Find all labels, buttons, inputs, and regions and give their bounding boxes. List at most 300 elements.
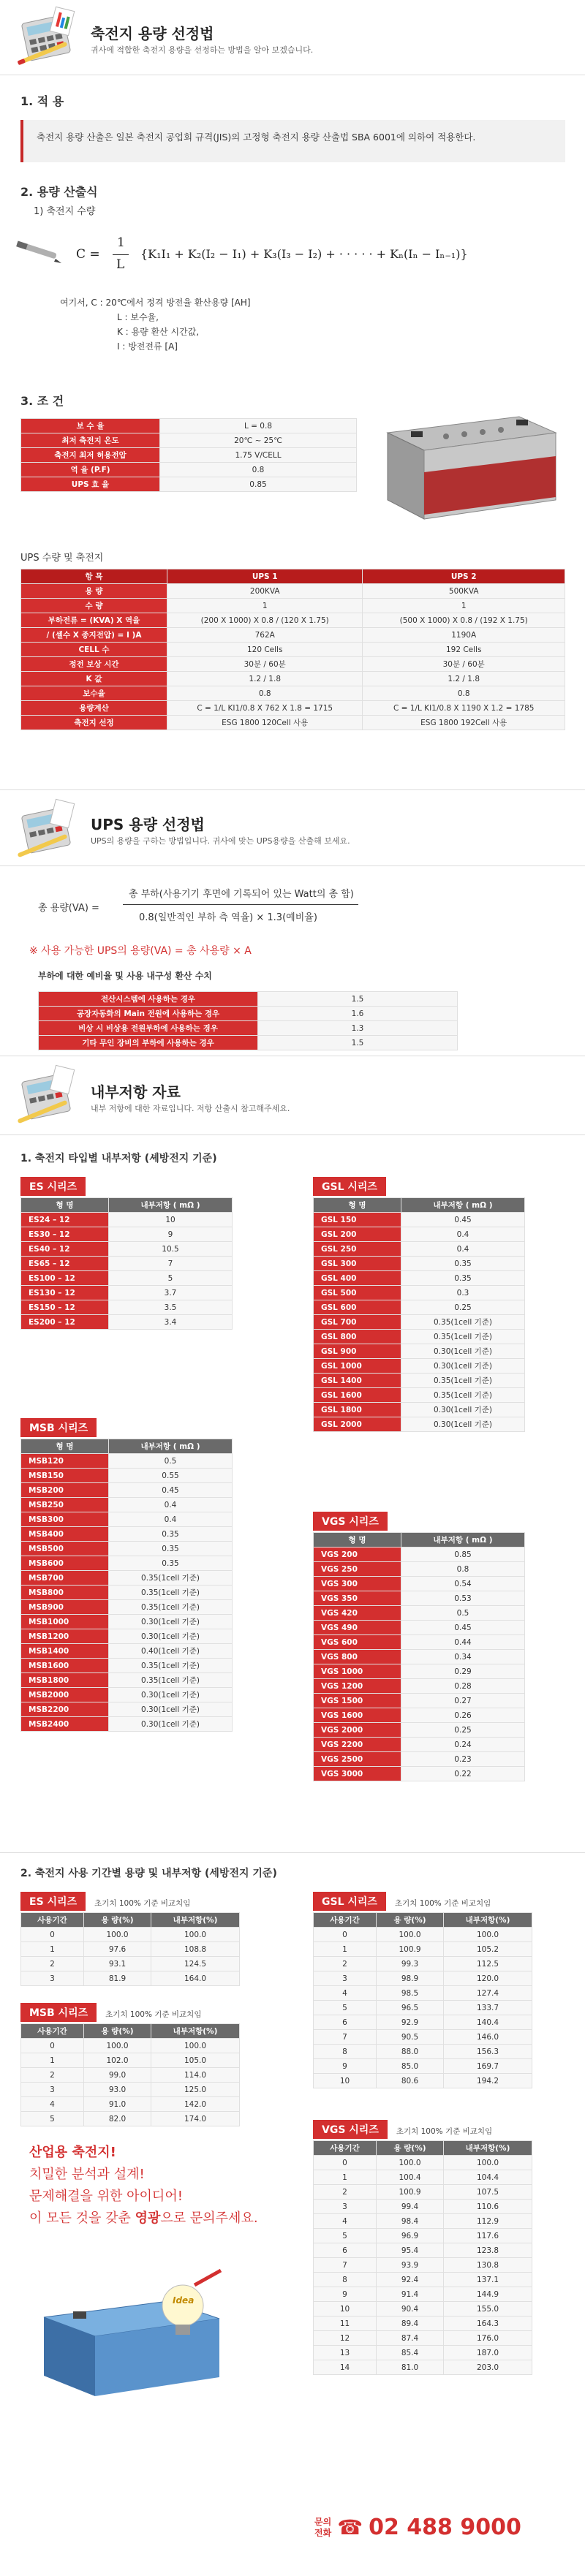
capacity-value: 93.1 bbox=[84, 1957, 151, 1971]
section-title-capacity: 축전지 용량 선정법 bbox=[91, 25, 214, 42]
row-label: 축전지 선정 bbox=[21, 716, 167, 730]
resistance-value: 3.4 bbox=[109, 1315, 233, 1330]
resistance-value: 156.3 bbox=[444, 2045, 532, 2059]
model-name: MSB150 bbox=[21, 1469, 109, 1483]
capacity-value: 102.0 bbox=[84, 2053, 151, 2068]
resistance-value: 0.23 bbox=[401, 1752, 525, 1767]
row-label: 최저 축전지 온도 bbox=[21, 433, 160, 448]
resistance-value: 100.0 bbox=[444, 2156, 532, 2170]
resistance-value: 100.0 bbox=[444, 1928, 532, 1942]
table-row bbox=[314, 2059, 532, 2074]
table-row bbox=[21, 1571, 233, 1586]
capacity-value: 93.0 bbox=[84, 2083, 151, 2097]
divider bbox=[0, 865, 585, 866]
resistance-value: 112.5 bbox=[444, 1957, 532, 1971]
col-resistance: 내부저항 ( mΩ ) bbox=[401, 1198, 525, 1213]
period-value: 14 bbox=[314, 2360, 377, 2375]
msb2-title bbox=[20, 2003, 201, 2022]
resistance-value: 0.8 bbox=[401, 1562, 525, 1577]
resistance-value: 0.4 bbox=[401, 1227, 525, 1242]
col-header: 내부저항(%) bbox=[444, 1913, 532, 1928]
model-name: GSL 1800 bbox=[314, 1403, 401, 1417]
row-label: K 값 bbox=[21, 672, 167, 686]
vgs-table bbox=[313, 1532, 525, 1781]
es-title bbox=[20, 1177, 86, 1196]
table-cell: L = 0.8 bbox=[160, 419, 357, 433]
heading-formula: 2. 용량 산출식 bbox=[20, 185, 98, 199]
row-label: 보수율 bbox=[21, 686, 167, 701]
battery-illustration bbox=[373, 404, 570, 530]
capacity-value: 87.4 bbox=[377, 2331, 444, 2346]
model-name: VGS 3000 bbox=[314, 1767, 401, 1781]
model-name: VGS 1500 bbox=[314, 1694, 401, 1708]
period-value: 0 bbox=[314, 2156, 377, 2170]
table-cell: 20℃ ~ 25℃ bbox=[160, 433, 357, 448]
capacity-value: 99.4 bbox=[377, 2200, 444, 2214]
table-row bbox=[39, 1007, 458, 1021]
table-row bbox=[314, 1315, 525, 1330]
period-value: 2 bbox=[314, 2185, 377, 2200]
table-cell: 0.8 bbox=[167, 686, 363, 701]
resistance-value: 133.7 bbox=[444, 2001, 532, 2015]
subheading-qty: 1) 축전지 수량 bbox=[34, 206, 96, 217]
period-value: 0 bbox=[21, 2039, 84, 2053]
table-row bbox=[314, 1606, 525, 1621]
model-name: GSL 150 bbox=[314, 1213, 401, 1227]
table-row bbox=[314, 1723, 525, 1738]
col-type: 형 명 bbox=[21, 1439, 109, 1454]
table-row bbox=[21, 1644, 233, 1659]
capacity-formula bbox=[76, 235, 581, 279]
resistance-value: 140.4 bbox=[444, 2015, 532, 2030]
model-name: MSB2000 bbox=[21, 1688, 109, 1702]
promo-line-4c: 으로 문의주세요. bbox=[160, 2211, 258, 2226]
heading-conditions: 3. 조 건 bbox=[20, 394, 64, 408]
capacity-value: 80.6 bbox=[377, 2074, 444, 2088]
row-label: 비상 시 비상용 전원부하에 사용하는 경우 bbox=[39, 1021, 258, 1036]
table-row bbox=[21, 1600, 233, 1615]
resistance-value: 10.5 bbox=[109, 1242, 233, 1257]
model-name: MSB250 bbox=[21, 1498, 109, 1512]
resistance-value: 0.22 bbox=[401, 1767, 525, 1781]
period-value: 6 bbox=[314, 2243, 377, 2258]
divider bbox=[0, 1852, 585, 1853]
model-name: MSB400 bbox=[21, 1527, 109, 1542]
table-row bbox=[21, 1512, 233, 1527]
capacity-value: 92.4 bbox=[377, 2273, 444, 2287]
table-row bbox=[314, 1942, 532, 1957]
calculator-illustration bbox=[12, 3, 85, 69]
model-name: GSL 200 bbox=[314, 1227, 401, 1242]
table-cell: 30분 / 60분 bbox=[167, 657, 363, 672]
model-name: MSB1200 bbox=[21, 1629, 109, 1644]
model-name: MSB800 bbox=[21, 1586, 109, 1600]
table-cell: 1.5 bbox=[258, 992, 458, 1007]
vgs-series-label: VGS 시리즈 bbox=[313, 1512, 388, 1531]
divider bbox=[0, 789, 585, 790]
promo-brand: 영광 bbox=[135, 2211, 161, 2226]
table-row bbox=[21, 1469, 233, 1483]
table-cell: 500KVA bbox=[363, 584, 565, 599]
resistance-value: 105.2 bbox=[444, 1942, 532, 1957]
model-name: GSL 250 bbox=[314, 1242, 401, 1257]
period-value: 5 bbox=[314, 2229, 377, 2243]
model-name: VGS 490 bbox=[314, 1621, 401, 1635]
capacity-value: 100.0 bbox=[84, 1928, 151, 1942]
capacity-value: 81.0 bbox=[377, 2360, 444, 2375]
col-header: 사용기간 bbox=[314, 1913, 377, 1928]
capacity-value: 81.9 bbox=[84, 1971, 151, 1986]
resistance-value: 0.30(1cell 기준) bbox=[109, 1688, 233, 1702]
resistance-value: 0.34 bbox=[401, 1650, 525, 1664]
es2-series-label: ES 시리즈 bbox=[20, 1892, 86, 1911]
ups-formula-lhs: 총 용량(VA) = bbox=[38, 903, 99, 914]
resistance-value: 0.35(1cell 기준) bbox=[401, 1388, 525, 1403]
table-row bbox=[314, 2015, 532, 2030]
period-value: 2 bbox=[314, 1957, 377, 1971]
table-row bbox=[21, 1300, 233, 1315]
model-name: VGS 1600 bbox=[314, 1708, 401, 1723]
table-cell: ESG 1800 192Cell 사용 bbox=[363, 716, 565, 730]
table-row bbox=[21, 2068, 240, 2083]
resistance-value: 3.5 bbox=[109, 1300, 233, 1315]
table-row bbox=[314, 1971, 532, 1986]
resistance-value: 3.7 bbox=[109, 1286, 233, 1300]
resistance-by-age-title: 2. 축전지 사용 기간별 용량 및 내부저항 (세방전지 기준) bbox=[20, 1868, 277, 1879]
period-value: 5 bbox=[314, 2001, 377, 2015]
table-cell: 30분 / 60분 bbox=[363, 657, 565, 672]
table-row bbox=[21, 1717, 233, 1732]
gsl-series-label: GSL 시리즈 bbox=[313, 1177, 386, 1196]
capacity-value: 99.0 bbox=[84, 2068, 151, 2083]
idea-label: Idea bbox=[173, 2295, 195, 2306]
table-row bbox=[314, 1388, 525, 1403]
table-row bbox=[21, 657, 565, 672]
table-cell: 120 Cells bbox=[167, 643, 363, 657]
table-row bbox=[21, 1586, 233, 1600]
col-type: 형 명 bbox=[314, 1198, 401, 1213]
period-value: 0 bbox=[314, 1928, 377, 1942]
vgs2-note: 초기치 100% 기준 비교치임 bbox=[396, 2127, 493, 2136]
vgs2-series-label: VGS 시리즈 bbox=[313, 2120, 388, 2139]
capacity-value: 100.0 bbox=[377, 2156, 444, 2170]
row-label: 부하전류 = (KVA) X 역율 bbox=[21, 613, 167, 628]
table-row bbox=[314, 1577, 525, 1591]
table-row bbox=[21, 1688, 233, 1702]
table-row bbox=[21, 1213, 233, 1227]
conditions-table bbox=[20, 418, 357, 492]
table-row bbox=[314, 2074, 532, 2088]
resistance-value: 176.0 bbox=[444, 2331, 532, 2346]
table-row bbox=[314, 1374, 525, 1388]
col-resistance: 내부저항 ( mΩ ) bbox=[401, 1533, 525, 1548]
resistance-value: 117.6 bbox=[444, 2229, 532, 2243]
resistance-value: 130.8 bbox=[444, 2258, 532, 2273]
resistance-value: 0.4 bbox=[109, 1512, 233, 1527]
calculator-illustration bbox=[12, 795, 85, 861]
table-cell: 0.85 bbox=[160, 477, 357, 492]
table-cell: 1 bbox=[363, 599, 565, 613]
table-row bbox=[314, 1957, 532, 1971]
capacity-value: 100.4 bbox=[377, 2170, 444, 2185]
resistance-value: 127.4 bbox=[444, 1986, 532, 2001]
capacity-value: 98.4 bbox=[377, 2214, 444, 2229]
calculator-illustration bbox=[12, 1061, 85, 1127]
resistance-value: 0.3 bbox=[401, 1286, 525, 1300]
resistance-value: 110.6 bbox=[444, 2200, 532, 2214]
table-row bbox=[21, 1242, 233, 1257]
capacity-value: 100.9 bbox=[377, 2185, 444, 2200]
resistance-value: 0.45 bbox=[401, 1213, 525, 1227]
apply-text: 축전지 용량 산출은 일본 축전지 공업회 규격(JIS)의 고정형 축전지 용량 산출법 SBA 6001에 의하여 적용한다. bbox=[37, 132, 476, 143]
resistance-value: 0.5 bbox=[109, 1454, 233, 1469]
table-row bbox=[21, 2053, 240, 2068]
model-name: VGS 600 bbox=[314, 1635, 401, 1650]
resistance-value: 0.35(1cell 기준) bbox=[109, 1659, 233, 1673]
msb2-table bbox=[20, 2023, 240, 2126]
resistance-value: 0.4 bbox=[401, 1242, 525, 1257]
model-name: MSB1800 bbox=[21, 1673, 109, 1688]
capacity-value: 99.3 bbox=[377, 1957, 444, 1971]
ups-formula bbox=[20, 886, 562, 930]
msb2-series-label: MSB 시리즈 bbox=[20, 2003, 97, 2022]
col-header: 용 량(%) bbox=[377, 2141, 444, 2156]
row-label: 전산시스템에 사용하는 경우 bbox=[39, 992, 258, 1007]
contact-label bbox=[314, 2517, 331, 2539]
es-table bbox=[20, 1197, 233, 1330]
contact-label-1: 문의 bbox=[314, 2516, 332, 2527]
ups-head-1: UPS 1 bbox=[167, 569, 363, 584]
where-line-4: I : 방전전류 [A] bbox=[117, 341, 178, 352]
gsl2-title bbox=[313, 1892, 491, 1911]
resistance-value: 5 bbox=[109, 1271, 233, 1286]
col-header: 내부저항(%) bbox=[444, 2141, 532, 2156]
period-value: 12 bbox=[314, 2331, 377, 2346]
model-name: VGS 1200 bbox=[314, 1679, 401, 1694]
resistance-value: 7 bbox=[109, 1257, 233, 1271]
table-row bbox=[21, 448, 357, 463]
table-row bbox=[21, 2112, 240, 2126]
capacity-value: 98.5 bbox=[377, 1986, 444, 2001]
table-cell: 1.3 bbox=[258, 1021, 458, 1036]
table-row bbox=[21, 686, 565, 701]
table-row bbox=[21, 419, 357, 433]
resistance-value: 0.54 bbox=[401, 1577, 525, 1591]
table-row bbox=[314, 2185, 532, 2200]
row-label: 기타 무인 장비의 부하에 사용하는 경우 bbox=[39, 1036, 258, 1050]
resistance-value: 137.1 bbox=[444, 2273, 532, 2287]
table-row bbox=[314, 1417, 525, 1432]
gsl-title bbox=[313, 1177, 386, 1196]
table-row bbox=[21, 1673, 233, 1688]
model-name: GSL 900 bbox=[314, 1344, 401, 1359]
where-line-1: 여기서, C : 20℃에서 정격 방전율 환산용량 [AH] bbox=[60, 298, 251, 308]
resistance-value: 0.35(1cell 기준) bbox=[401, 1315, 525, 1330]
resistance-value: 144.9 bbox=[444, 2287, 532, 2302]
divider bbox=[0, 1134, 585, 1135]
resistance-value: 0.35 bbox=[109, 1556, 233, 1571]
model-name: VGS 2000 bbox=[314, 1723, 401, 1738]
table-cell: 200KVA bbox=[167, 584, 363, 599]
resistance-value: 0.35(1cell 기준) bbox=[401, 1330, 525, 1344]
msb-table bbox=[20, 1439, 233, 1732]
formula-lhs: C = bbox=[76, 247, 100, 262]
resistance-by-type-title: 1. 축전지 타입별 내부저항 (셰방전지 기준) bbox=[20, 1153, 217, 1164]
table-row bbox=[314, 1621, 525, 1635]
msb-series-label: MSB 시리즈 bbox=[20, 1418, 97, 1437]
table-row bbox=[21, 584, 565, 599]
vgs2-title bbox=[313, 2120, 492, 2139]
row-label: 공장자동화의 Main 전원에 사용하는 경우 bbox=[39, 1007, 258, 1021]
period-value: 7 bbox=[314, 2030, 377, 2045]
resistance-value: 0.55 bbox=[109, 1469, 233, 1483]
es2-table bbox=[20, 1912, 240, 1986]
table-row bbox=[314, 2331, 532, 2346]
msb2-note: 초기치 100% 기준 비교치임 bbox=[105, 2010, 202, 2019]
where-line-2: L : 보수율, bbox=[117, 312, 159, 322]
heading-apply: 1. 적 용 bbox=[20, 94, 64, 108]
table-row bbox=[21, 2039, 240, 2053]
table-row bbox=[314, 2214, 532, 2229]
table-row bbox=[21, 1702, 233, 1717]
table-cell: (500 X 1000) X 0.8 / (192 X 1.75) bbox=[363, 613, 565, 628]
model-name: MSB900 bbox=[21, 1600, 109, 1615]
model-name: GSL 1000 bbox=[314, 1359, 401, 1374]
contact-block[interactable] bbox=[314, 2515, 521, 2540]
table-row bbox=[314, 2287, 532, 2302]
model-name: GSL 1600 bbox=[314, 1388, 401, 1403]
resistance-value: 104.4 bbox=[444, 2170, 532, 2185]
table-row bbox=[21, 643, 565, 657]
table-row bbox=[314, 2273, 532, 2287]
period-value: 3 bbox=[21, 2083, 84, 2097]
ups-formula-num: 총 부하(사용기기 후면에 기록되어 있는 Watt의 총 합) bbox=[129, 889, 354, 900]
table-row bbox=[21, 613, 565, 628]
capacity-value: 100.9 bbox=[377, 1942, 444, 1957]
capacity-value: 96.5 bbox=[377, 2001, 444, 2015]
resistance-value: 164.3 bbox=[444, 2316, 532, 2331]
period-value: 10 bbox=[314, 2074, 377, 2088]
row-label: 용량계산 bbox=[21, 701, 167, 716]
gsl2-table bbox=[313, 1912, 532, 2088]
table-row bbox=[314, 1213, 525, 1227]
period-value: 3 bbox=[314, 1971, 377, 1986]
resistance-value: 146.0 bbox=[444, 2030, 532, 2045]
table-row bbox=[21, 701, 565, 716]
table-row bbox=[21, 1454, 233, 1469]
period-value: 1 bbox=[314, 2170, 377, 2185]
table-row bbox=[314, 1257, 525, 1271]
table-cell: 1.2 / 1.8 bbox=[363, 672, 565, 686]
msb-title bbox=[20, 1418, 97, 1437]
table-cell: 1.5 bbox=[258, 1036, 458, 1050]
capacity-value: 93.9 bbox=[377, 2258, 444, 2273]
idea-battery-illustration bbox=[22, 2266, 241, 2407]
resistance-value: 10 bbox=[109, 1213, 233, 1227]
period-value: 5 bbox=[21, 2112, 84, 2126]
table-cell: 1 bbox=[167, 599, 363, 613]
resistance-value: 124.5 bbox=[151, 1957, 240, 1971]
model-name: VGS 420 bbox=[314, 1606, 401, 1621]
row-label: 정전 보상 시간 bbox=[21, 657, 167, 672]
row-label: 역 율 (P.F) bbox=[21, 463, 160, 477]
gsl2-series-label: GSL 시리즈 bbox=[313, 1892, 386, 1911]
row-label: UPS 효 율 bbox=[21, 477, 160, 492]
table-row bbox=[314, 1664, 525, 1679]
table-row bbox=[314, 2045, 532, 2059]
es-series-label: ES 시리즈 bbox=[20, 1177, 86, 1196]
gsl-table bbox=[313, 1197, 525, 1432]
resistance-value: 125.0 bbox=[151, 2083, 240, 2097]
capacity-value: 90.5 bbox=[377, 2030, 444, 2045]
capacity-value: 95.4 bbox=[377, 2243, 444, 2258]
model-name: VGS 2200 bbox=[314, 1738, 401, 1752]
table-row bbox=[314, 2156, 532, 2170]
table-cell: 0.8 bbox=[363, 686, 565, 701]
resistance-value: 142.0 bbox=[151, 2097, 240, 2112]
ups-usable-note: ※ 사용 가능한 UPS의 용량(VA) = 총 사용량 × A bbox=[29, 945, 252, 957]
capacity-value: 98.9 bbox=[377, 1971, 444, 1986]
resistance-value: 9 bbox=[109, 1227, 233, 1242]
section-subtitle-resistance: 내부 저항에 대한 자료입니다. 저항 산출시 참고해주세요. bbox=[91, 1104, 290, 1113]
model-name: ES130 – 12 bbox=[21, 1286, 109, 1300]
row-label: CELL 수 bbox=[21, 643, 167, 657]
table-row bbox=[314, 1708, 525, 1723]
table-row bbox=[314, 1344, 525, 1359]
model-name: ES200 – 12 bbox=[21, 1315, 109, 1330]
table-row bbox=[21, 1483, 233, 1498]
table-row bbox=[314, 1752, 525, 1767]
table-cell: (200 X 1000) X 0.8 / (120 X 1.75) bbox=[167, 613, 363, 628]
resistance-value: 123.8 bbox=[444, 2243, 532, 2258]
resistance-value: 0.30(1cell 기준) bbox=[401, 1344, 525, 1359]
contact-label-2: 전화 bbox=[314, 2527, 332, 2538]
table-row bbox=[39, 1021, 458, 1036]
period-value: 6 bbox=[314, 2015, 377, 2030]
period-value: 0 bbox=[21, 1928, 84, 1942]
table-row bbox=[314, 1403, 525, 1417]
section-subtitle-capacity: 귀사에 적합한 축전지 용량을 선정하는 방법을 알아 보겠습니다. bbox=[91, 45, 314, 55]
col-header: 용 량(%) bbox=[377, 1913, 444, 1928]
row-label: 용 량 bbox=[21, 584, 167, 599]
table-cell: C = 1/L KI1/0.8 X 762 X 1.8 = 1715 bbox=[167, 701, 363, 716]
resistance-value: 0.35(1cell 기준) bbox=[109, 1586, 233, 1600]
table-row bbox=[314, 1562, 525, 1577]
model-name: MSB600 bbox=[21, 1556, 109, 1571]
formula-den: L bbox=[116, 257, 125, 272]
period-value: 3 bbox=[314, 2200, 377, 2214]
col-header: 용 량(%) bbox=[84, 1913, 151, 1928]
conversion-title: 부하에 대한 예비율 및 사용 내구성 환산 수치 bbox=[38, 971, 212, 981]
table-row bbox=[314, 2258, 532, 2273]
model-name: ES100 – 12 bbox=[21, 1271, 109, 1286]
model-name: GSL 300 bbox=[314, 1257, 401, 1271]
table-row bbox=[21, 1227, 233, 1242]
period-value: 1 bbox=[21, 2053, 84, 2068]
table-row bbox=[314, 2229, 532, 2243]
col-header: 사용기간 bbox=[21, 1913, 84, 1928]
conversion-table bbox=[38, 991, 458, 1050]
period-value: 10 bbox=[314, 2302, 377, 2316]
period-value: 7 bbox=[314, 2258, 377, 2273]
resistance-value: 112.9 bbox=[444, 2214, 532, 2229]
resistance-value: 187.0 bbox=[444, 2346, 532, 2360]
table-row bbox=[314, 1227, 525, 1242]
table-row bbox=[314, 1986, 532, 2001]
phone-number[interactable]: 02 488 9000 bbox=[369, 2515, 521, 2540]
table-row bbox=[314, 2200, 532, 2214]
resistance-value: 174.0 bbox=[151, 2112, 240, 2126]
